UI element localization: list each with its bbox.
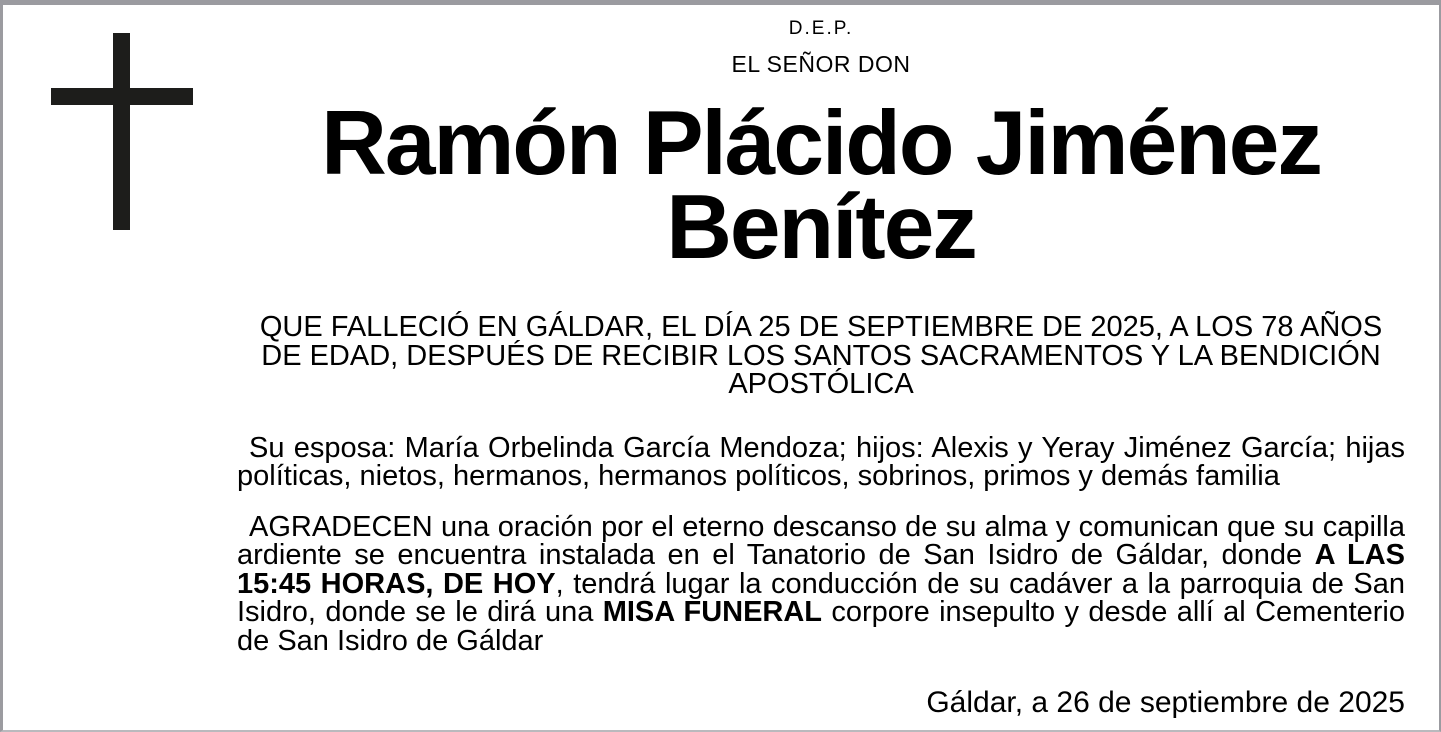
notice-body <box>237 313 1405 655</box>
deceased-name: Ramón Plácido Jiménez Benítez <box>321 93 1321 278</box>
death-announcement: QUE FALLECIÓ EN GÁLDAR, EL DÍA 25 DE SEPTIEMBRE DE 2025, A LOS 78 AÑOS DE EDAD, DESPUÉS DE RECIBIR LOS SANTOS SACRAMENTOS Y LA BENDICIÓN APOSTÓLICA <box>259 311 1383 400</box>
cross-vertical-bar <box>113 33 130 230</box>
honorific-line: EL SEÑOR DON <box>731 51 911 77</box>
dep-abbreviation: D.E.P. <box>788 18 854 39</box>
place-date-line: Gáldar, a 26 de septiembre de 2025 <box>926 686 1405 719</box>
christian-cross-icon <box>51 33 193 230</box>
family-line: Su esposa: María Orbelinda García Mendoza; hijos: Alexis y Yeray Jiménez García; hijas políticas, nietos, hermanos, hermanos políticos, sobrinos, primos y demás familia <box>237 431 1405 492</box>
cross-horizontal-bar <box>51 88 193 105</box>
funeral-notice: AGRADECEN una oración por el eterno descanso de su alma y comunican que su capilla ardiente se encuentra instalada en el Tanatorio de San Isidro de Gáldar, donde A LAS 15:45 HORAS, DE HOY, tendrá lugar la conducción de su cadáver a la parroquia de San Isidro, donde se le dirá una MISA FUNERAL corpore insepulto y desde allí al Cementerio de San Isidro de Gáldar <box>237 510 1405 657</box>
